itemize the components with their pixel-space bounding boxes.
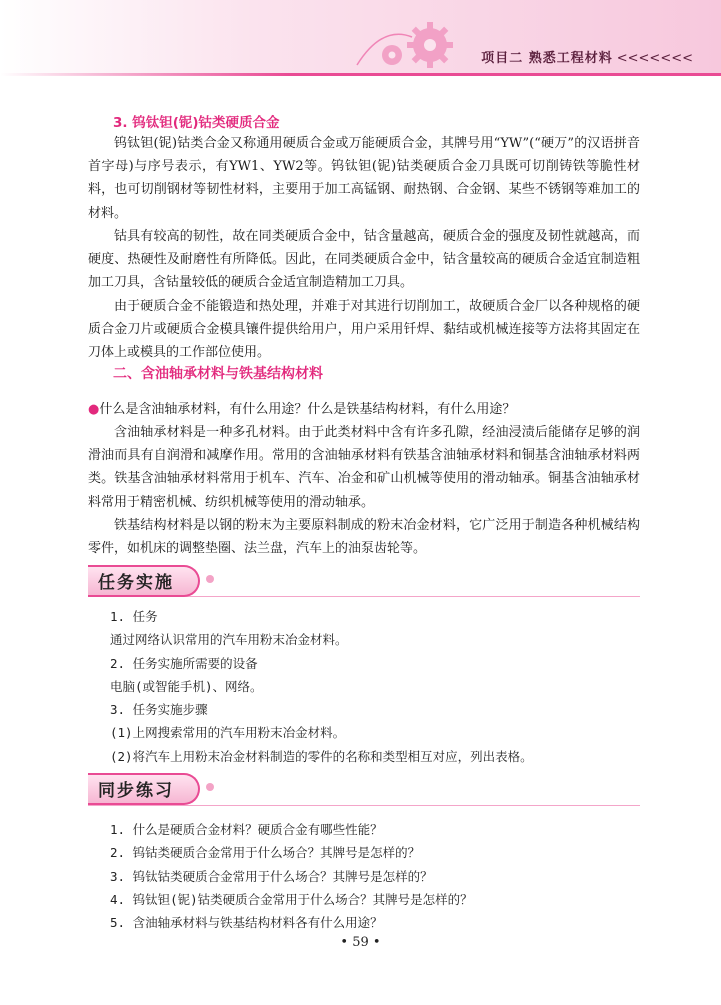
- list-item: 通过网络认识常用的汽车用粉末冶金材料。: [110, 632, 348, 648]
- gear-decoration-icon: [352, 15, 472, 73]
- question-text: 什么是含油轴承材料，有什么用途？什么是铁基结构材料，有什么用途？: [99, 402, 516, 417]
- paragraph: 钨钛钽(铌)钴类合金又称通用硬质合金或万能硬质合金，其牌号用“YW”(“硬万”的汉语拼音首字母)与序号表示，有YW1、YW2等。钨钛钽(铌)钴类硬质合金刀具既可切削铸铁等脆性材料，也可切削钢材等韧性材料，主要用于加工高锰钢、耐热钢、合金钢、某些不锈钢等难加工的材料。: [88, 136, 640, 221]
- question-line: [88, 398, 640, 421]
- paragraph: 铁基结构材料是以钢的粉末为主要原料制成的粉末冶金材料，它广泛用于制造各种机械结构零件，如机床的调整垫圈、法兰盘，汽车上的油泵齿轮等。: [88, 518, 640, 557]
- paragraph: 钴具有较高的韧性，故在同类硬质合金中，钴含量越高，硬质合金的强度及韧性就越高，而硬度、热硬性及耐磨性有所降低。因此，在同类硬质合金中，钴含量较高的硬质合金适宜制造粗加工刀具，含钴量较低的硬质合金适宜制造精加工刀具。: [88, 229, 640, 291]
- chapter-title-text: 项目二 熟悉工程材料: [481, 51, 613, 66]
- list-item: 4. 钨钛钽(铌)钴类硬质合金常用于什么场合？其牌号是怎样的？: [110, 891, 473, 907]
- badge-label: 同步练习: [98, 781, 174, 801]
- section-heading: 二、含油轴承材料与铁基结构材料: [113, 366, 323, 382]
- badge-label: 任务实施: [98, 573, 174, 593]
- page-number: • 59 •: [340, 935, 381, 950]
- exercise-list: [110, 818, 473, 934]
- chevron-arrows-icon: <<<<<<<: [616, 51, 693, 66]
- task-list: [110, 605, 533, 768]
- paragraph: 由于硬质合金不能锻造和热处理，并难于对其进行切削加工，故硬质合金厂以各种规格的硬质合金刀片或硬质合金模具镶件提供给用户，用户采用钎焊、黏结或机械连接等方法将其固定在刀体上或模具的工作部位使用。: [88, 299, 640, 361]
- bullet-dot-icon: ●: [88, 402, 100, 417]
- section-heading: 3. 钨钛钽(铌)钴类硬质合金: [113, 115, 280, 131]
- chapter-title: [481, 47, 693, 66]
- badge-dot-icon: [206, 575, 214, 583]
- list-item: 5. 含油轴承材料与铁基结构材料各有什么用途？: [110, 915, 383, 931]
- badge-dot-icon: [206, 783, 214, 791]
- list-item: 2. 钨钴类硬质合金常用于什么场合？其牌号是怎样的？: [110, 845, 421, 861]
- list-item: 电脑(或智能手机)、网络。: [110, 678, 263, 694]
- exercise-badge: [88, 773, 208, 803]
- divider: [88, 596, 640, 597]
- list-item: 3. 任务实施步骤: [110, 702, 208, 718]
- list-item: (2)将汽车上用粉末冶金材料制造的零件的名称和类型相互对应，列出表格。: [110, 748, 533, 764]
- list-item: (1)上网搜索常用的汽车用粉末冶金材料。: [110, 725, 346, 741]
- list-item: 2. 任务实施所需要的设备: [110, 655, 258, 671]
- divider: [88, 805, 640, 806]
- list-item: 1. 任务: [110, 609, 158, 624]
- task-badge: [88, 565, 208, 595]
- list-item: 1. 什么是硬质合金材料？硬质合金有哪些性能？: [110, 822, 383, 837]
- header-divider: [0, 73, 721, 76]
- paragraph: 含油轴承材料是一种多孔材料。由于此类材料中含有许多孔隙，经油浸渍后能储存足够的润滑油而具有自润滑和减摩作用。常用的含油轴承材料有铁基含油轴承材料和铜基含油轴承材料两类。铁基含油轴承材料常用于机车、汽车、冶金和矿山机械等使用的滑动轴承。铜基含油轴承材料常用于精密机械、纺织机械等使用的滑动轴承。: [88, 425, 640, 510]
- list-item: 3. 钨钛钴类硬质合金常用于什么场合？其牌号是怎样的？: [110, 868, 433, 884]
